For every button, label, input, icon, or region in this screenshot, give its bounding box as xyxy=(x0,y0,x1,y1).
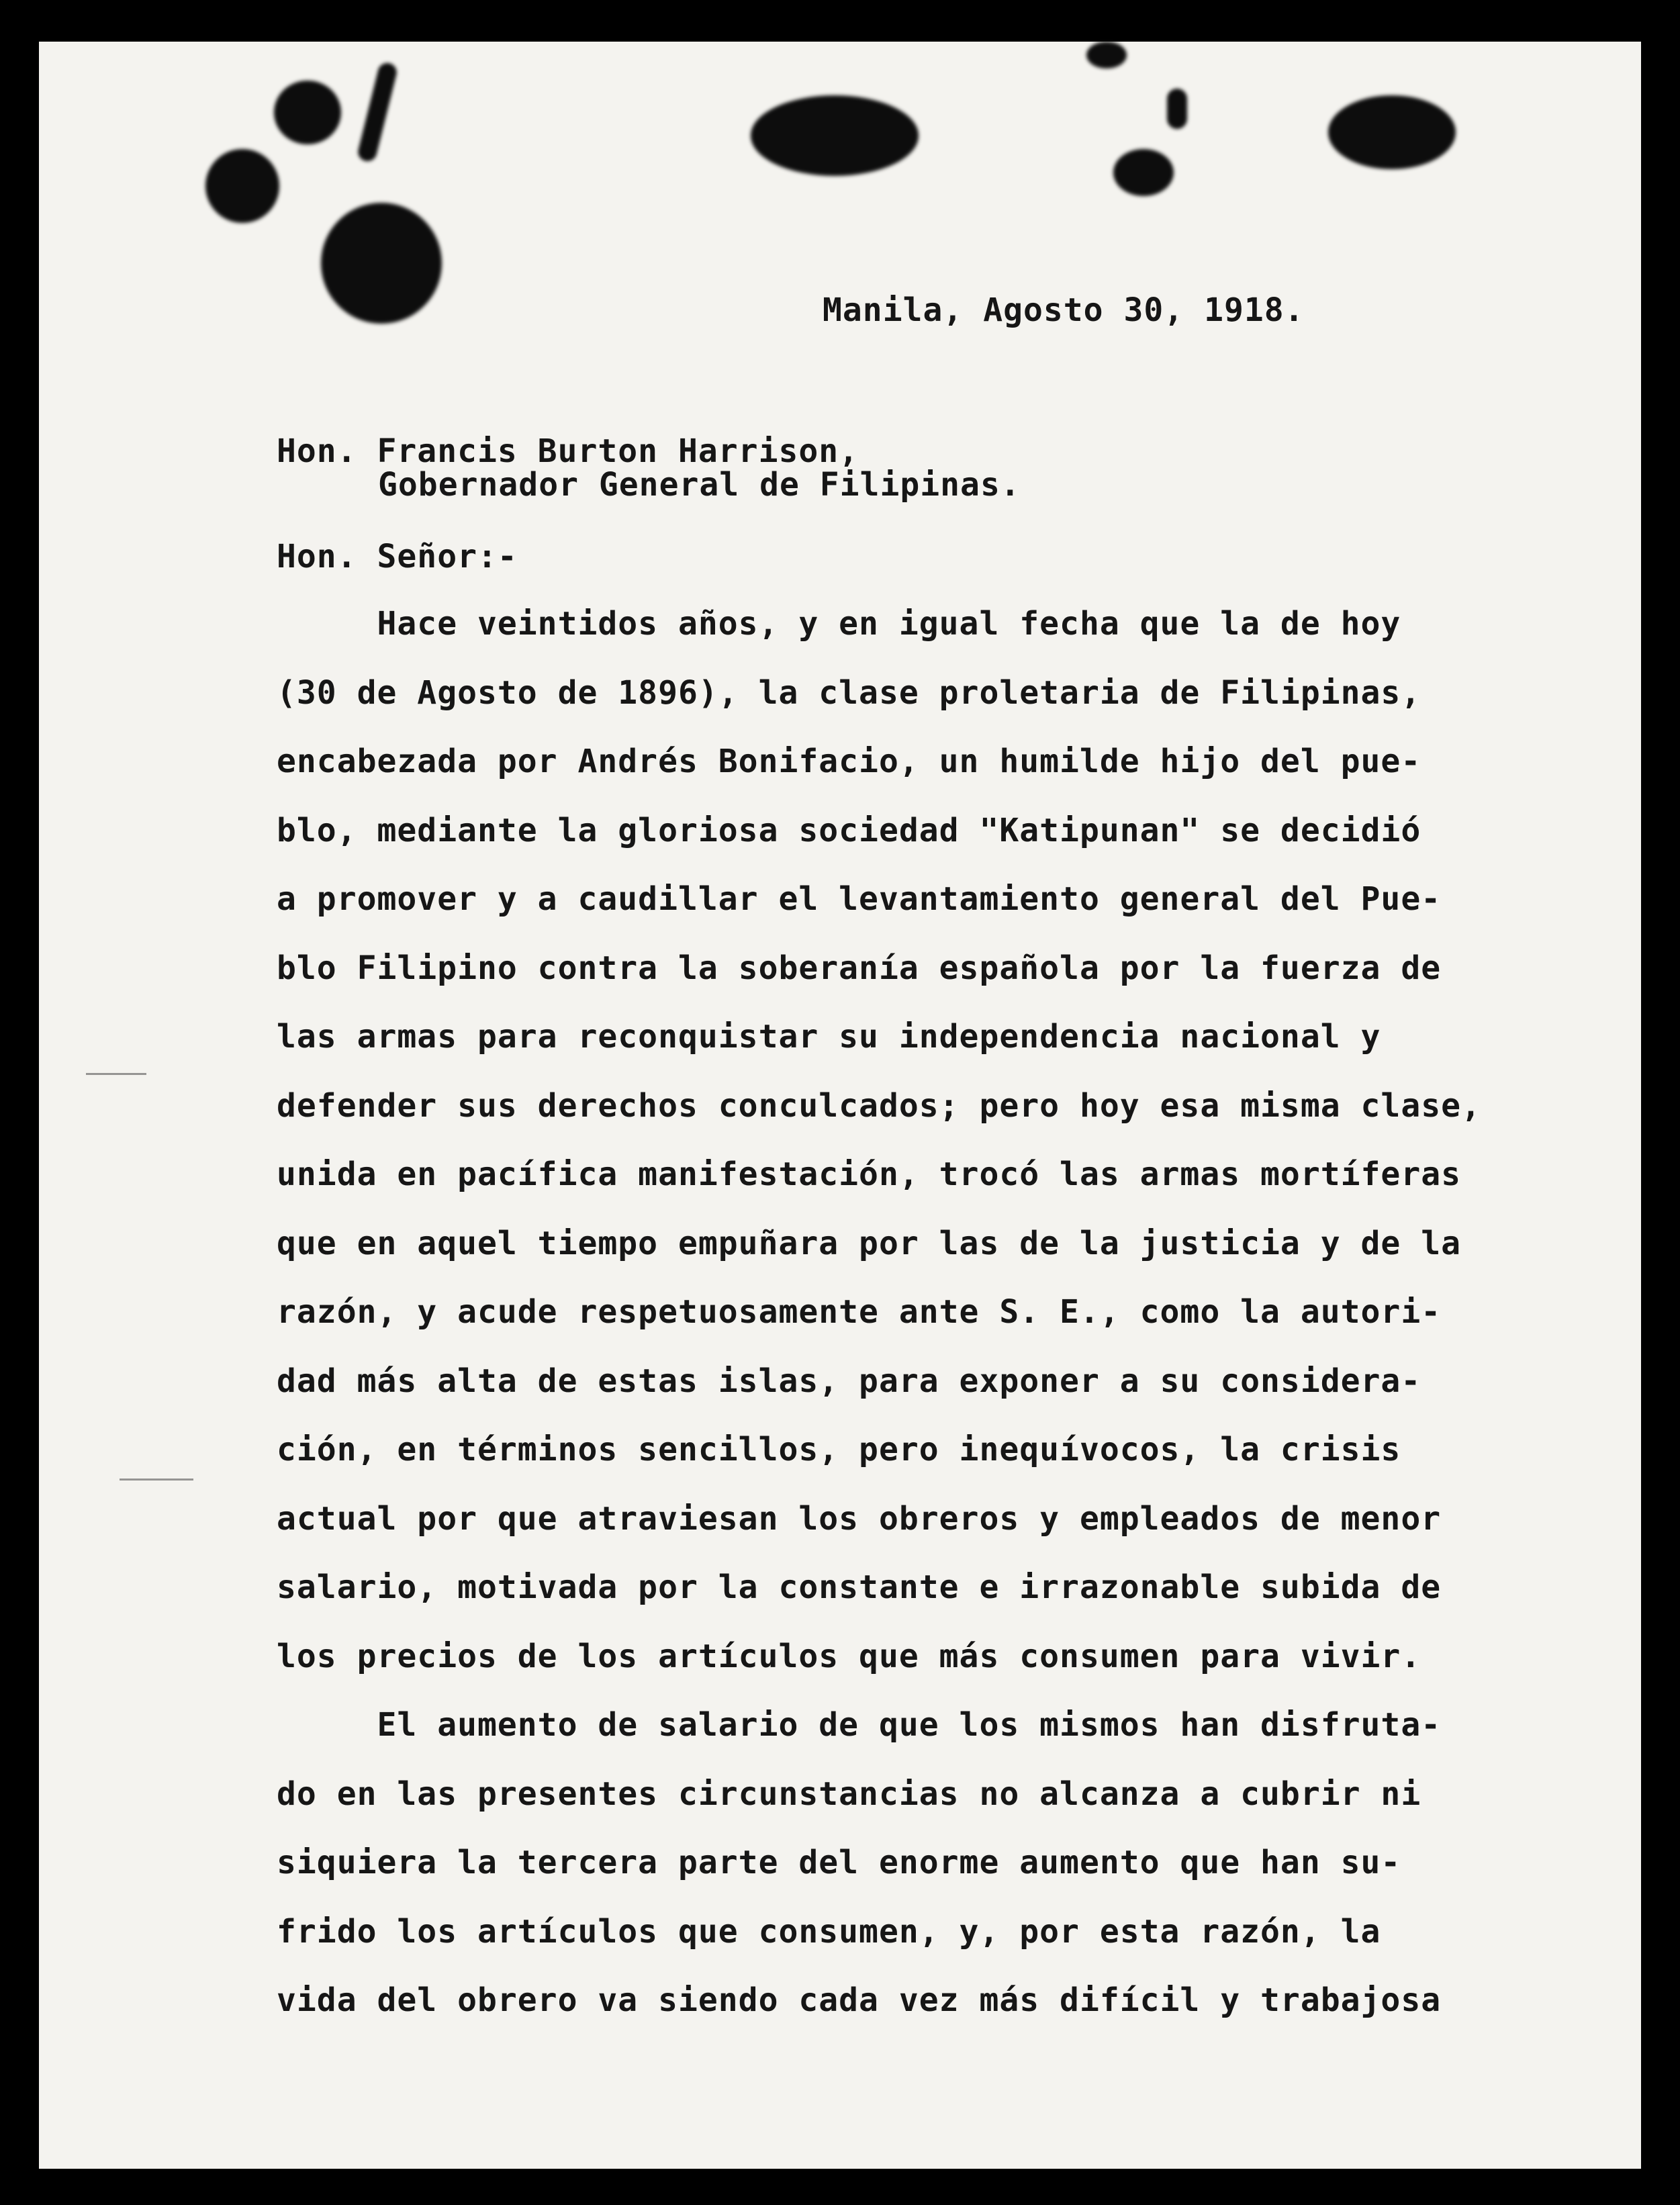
body-line: siquiera la tercera parte del enorme aumento que han su- xyxy=(277,1844,1401,1881)
ink-stain xyxy=(751,95,919,176)
body-line: Hace veintidos años, y en igual fecha que la de hoy xyxy=(277,605,1401,643)
body-line: blo, mediante la gloriosa sociedad "Katipunan" se decidió xyxy=(277,812,1421,849)
ink-stain xyxy=(1167,89,1187,129)
body-line: ción, en términos sencillos, pero inequívocos, la crisis xyxy=(277,1431,1401,1468)
dateline: Manila, Agosto 30, 1918. xyxy=(823,291,1305,329)
margin-mark xyxy=(120,1479,193,1481)
ink-stain xyxy=(1113,149,1174,196)
body-line: defender sus derechos conculcados; pero hoy esa misma clase, xyxy=(277,1087,1481,1125)
body-line: actual por que atraviesan los obreros y empleados de menor xyxy=(277,1500,1442,1538)
body-line: que en aquel tiempo empuñara por las de la justicia y de la xyxy=(277,1225,1462,1262)
ink-stain xyxy=(1328,95,1456,169)
ink-stain xyxy=(205,149,279,223)
body-line: do en las presentes circunstancias no alcanza a cubrir ni xyxy=(277,1775,1421,1813)
salutation: Hon. Señor:- xyxy=(277,538,518,575)
body-line: frido los artículos que consumen, y, por esta razón, la xyxy=(277,1913,1381,1951)
body-line: vida del obrero va siendo cada vez más difícil y trabajosa xyxy=(277,1981,1442,2019)
body-line: El aumento de salario de que los mismos han disfruta- xyxy=(277,1706,1442,1744)
body-line: (30 de Agosto de 1896), la clase proletaria de Filipinas, xyxy=(277,674,1421,712)
recipient-name: Hon. Francis Burton Harrison, xyxy=(277,432,859,470)
margin-mark xyxy=(86,1073,146,1075)
body-line: salario, motivada por la constante e irrazonable subida de xyxy=(277,1568,1442,1606)
ink-stain xyxy=(274,81,341,144)
body-line: encabezada por Andrés Bonifacio, un humilde hijo del pue- xyxy=(277,743,1421,780)
ink-stain xyxy=(321,203,442,324)
body-line: las armas para reconquistar su independencia nacional y xyxy=(277,1018,1381,1055)
body-line: dad más alta de estas islas, para exponer a su considera- xyxy=(277,1362,1421,1400)
body-line: blo Filipino contra la soberanía española por la fuerza de xyxy=(277,949,1442,987)
recipient-title: Gobernador General de Filipinas. xyxy=(378,466,1021,504)
body-line: los precios de los artículos que más consumen para vivir. xyxy=(277,1638,1421,1675)
body-line: a promover y a caudillar el levantamiento general del Pue- xyxy=(277,880,1442,918)
body-line: unida en pacífica manifestación, trocó las armas mortíferas xyxy=(277,1156,1462,1193)
ink-stain xyxy=(1086,42,1127,68)
body-line: razón, y acude respetuosamente ante S. E., como la autori- xyxy=(277,1293,1442,1331)
ink-stain xyxy=(356,61,398,163)
